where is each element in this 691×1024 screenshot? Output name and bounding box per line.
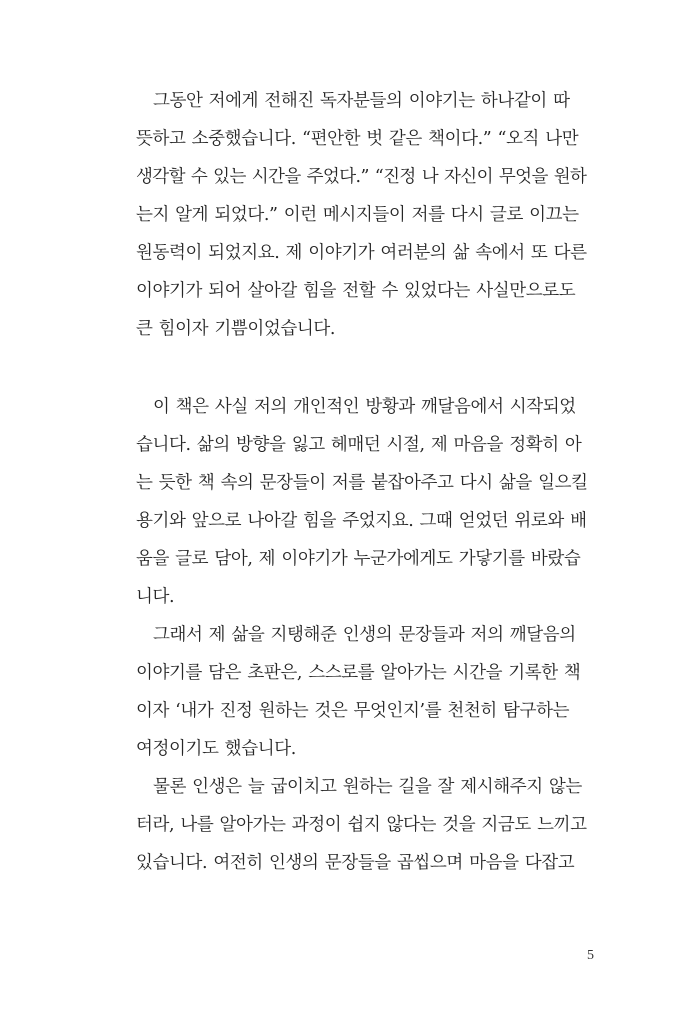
paragraph-1-line-3: 생각할 수 있는 시간을 주었다.” “진정 나 자신이 무엇을 원하 bbox=[136, 167, 587, 187]
paragraph-2-line-3: 는 듯한 책 속의 문장들이 저를 붙잡아주고 다시 삶을 일으킬 bbox=[136, 473, 588, 493]
page-number: 5 bbox=[587, 948, 594, 963]
paragraph-1-line-6: 이야기가 되어 살아갈 힘을 전할 수 있었다는 사실만으로도 bbox=[136, 281, 576, 301]
paragraph-2-line-2: 습니다. 삶의 방향을 잃고 헤매던 시절, 제 마음을 정확히 아 bbox=[136, 435, 582, 455]
paragraph-3-line-2: 이야기를 담은 초판은, 스스로를 알아가는 시간을 기록한 책 bbox=[136, 663, 581, 683]
paragraph-1-line-2: 뜻하고 소중했습니다. “편안한 벗 같은 책이다.” “오직 나만 bbox=[136, 129, 579, 149]
paragraph-2-line-1: 이 책은 사실 저의 개인적인 방황과 깨달음에서 시작되었 bbox=[153, 397, 576, 417]
paragraph-1-line-7: 큰 힘이자 기쁨이었습니다. bbox=[136, 319, 336, 339]
paragraph-3-line-1: 그래서 제 삶을 지탱해준 인생의 문장들과 저의 깨달음의 bbox=[153, 625, 576, 645]
paragraph-2-line-5: 움을 글로 담아, 제 이야기가 누군가에게도 가닿기를 바랐습 bbox=[136, 549, 581, 569]
paragraph-4-line-1: 물론 인생은 늘 굽이치고 원하는 길을 잘 제시해주지 않는 bbox=[153, 777, 582, 797]
paragraph-1-line-5: 원동력이 되었지요. 제 이야기가 여러분의 삶 속에서 또 다른 bbox=[136, 243, 587, 263]
paragraph-2-line-4: 용기와 앞으로 나아갈 힘을 주었지요. 그때 얻었던 위로와 배 bbox=[136, 511, 587, 531]
paragraph-3-line-4: 여정이기도 했습니다. bbox=[136, 739, 296, 759]
paragraph-4-line-3: 있습니다. 여전히 인생의 문장들을 곱씹으며 마음을 다잡고 bbox=[136, 853, 575, 873]
paragraph-4-line-2: 터라, 나를 알아가는 과정이 쉽지 않다는 것을 지금도 느끼고 bbox=[136, 815, 587, 835]
paragraph-1-line-1: 그동안 저에게 전해진 독자분들의 이야기는 하나같이 따 bbox=[153, 91, 570, 111]
paragraph-2-line-6: 니다. bbox=[136, 587, 175, 607]
paragraph-3-line-3: 이자 ‘내가 진정 원하는 것은 무엇인지’를 천천히 탐구하는 bbox=[136, 701, 570, 721]
paragraph-1-line-4: 는지 알게 되었다.” 이런 메시지들이 저를 다시 글로 이끄는 bbox=[136, 205, 579, 225]
